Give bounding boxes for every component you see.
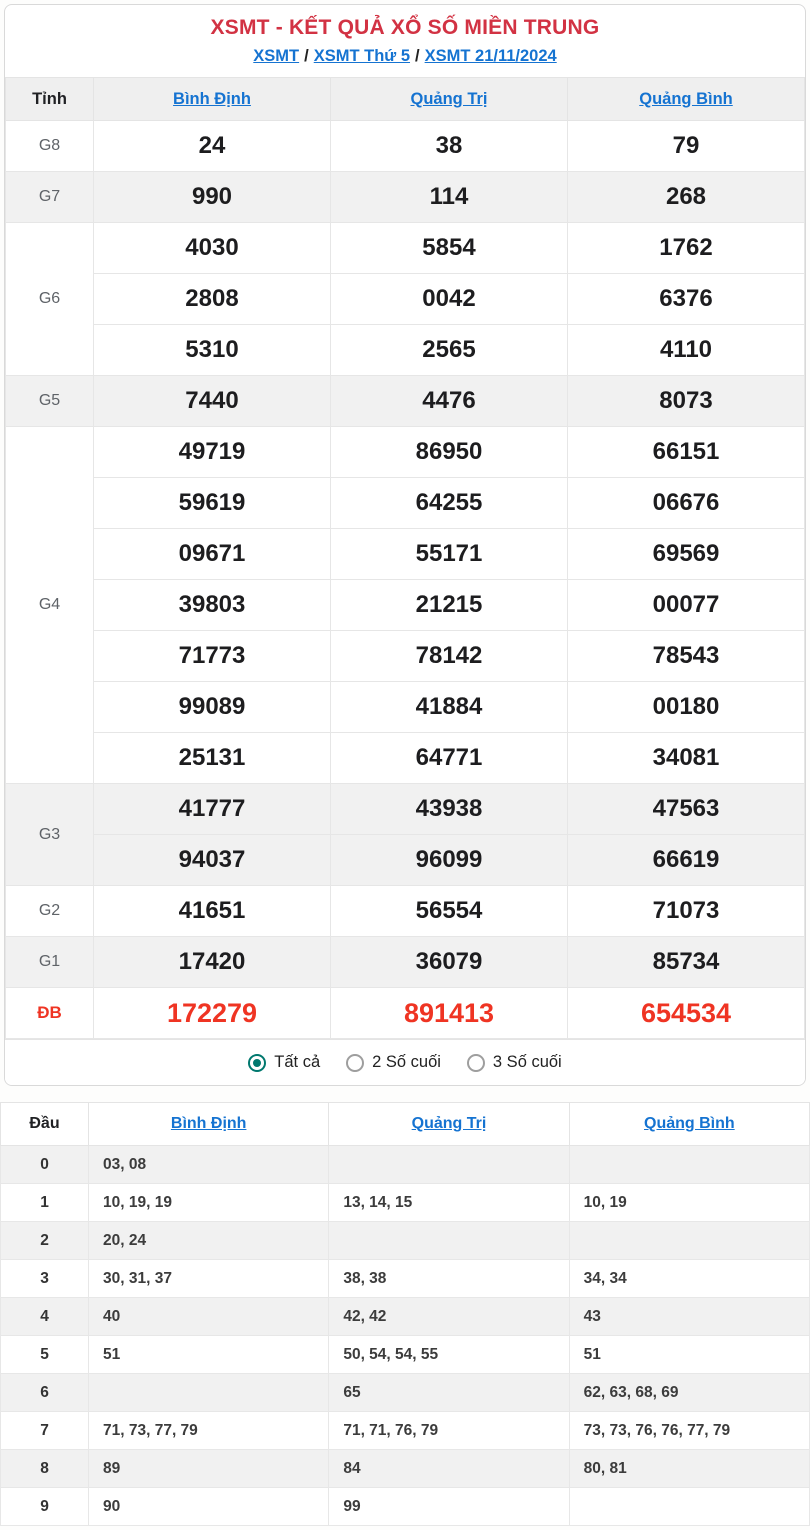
head-digit-table bbox=[0, 1102, 810, 1526]
head-digit-values: 51 bbox=[89, 1336, 329, 1374]
head-digit-label: 2 bbox=[1, 1222, 89, 1260]
prize-row bbox=[6, 631, 805, 682]
head-digit-values: 20, 24 bbox=[89, 1222, 329, 1260]
head-digit-label: 4 bbox=[1, 1298, 89, 1336]
head-digit-values: 43 bbox=[569, 1298, 809, 1336]
result-number: 71073 bbox=[568, 886, 805, 937]
prize-label: G8 bbox=[6, 121, 94, 172]
head-digit-label: 5 bbox=[1, 1336, 89, 1374]
result-number: 43938 bbox=[331, 784, 568, 835]
head-table-header-row bbox=[1, 1103, 810, 1146]
prize-row bbox=[6, 427, 805, 478]
result-number: 59619 bbox=[94, 478, 331, 529]
result-number: 2565 bbox=[331, 325, 568, 376]
head-digit-values: 10, 19, 19 bbox=[89, 1184, 329, 1222]
prize-label: ĐB bbox=[6, 988, 94, 1039]
result-number: 17420 bbox=[94, 937, 331, 988]
filter-option-label: Tất cả bbox=[274, 1053, 321, 1071]
result-number: 5310 bbox=[94, 325, 331, 376]
result-number: 09671 bbox=[94, 529, 331, 580]
results-table bbox=[5, 77, 805, 1039]
column-header-quang-tri bbox=[329, 1103, 569, 1146]
head-digit-values: 80, 81 bbox=[569, 1450, 809, 1488]
result-number: 41777 bbox=[94, 784, 331, 835]
filter-option-2[interactable] bbox=[467, 1053, 562, 1072]
head-digit-values: 65 bbox=[329, 1374, 569, 1412]
head-digit-row bbox=[1, 1260, 810, 1298]
prize-label: G6 bbox=[6, 223, 94, 376]
head-digit-values bbox=[569, 1146, 809, 1184]
head-digit-values bbox=[569, 1488, 809, 1526]
results-header-row bbox=[6, 78, 805, 121]
prize-row bbox=[6, 172, 805, 223]
head-digit-values: 40 bbox=[89, 1298, 329, 1336]
result-number: 4110 bbox=[568, 325, 805, 376]
head-digit-values: 34, 34 bbox=[569, 1260, 809, 1298]
head-digit-label: 3 bbox=[1, 1260, 89, 1298]
head-digit-section bbox=[0, 1102, 810, 1526]
prize-row bbox=[6, 376, 805, 427]
result-number: 00180 bbox=[568, 682, 805, 733]
head-digit-values bbox=[329, 1222, 569, 1260]
head-digit-values: 90 bbox=[89, 1488, 329, 1526]
head-digit-row bbox=[1, 1222, 810, 1260]
head-digit-values: 99 bbox=[329, 1488, 569, 1526]
head-digit-row bbox=[1, 1336, 810, 1374]
head-digit-values: 10, 19 bbox=[569, 1184, 809, 1222]
head-digit-values: 42, 42 bbox=[329, 1298, 569, 1336]
prize-row bbox=[6, 784, 805, 835]
result-number: 654534 bbox=[568, 988, 805, 1039]
prize-label: G5 bbox=[6, 376, 94, 427]
prize-row bbox=[6, 223, 805, 274]
page-title: XSMT - KẾT QUẢ XỔ SỐ MIỀN TRUNG bbox=[210, 16, 600, 39]
result-number: 0042 bbox=[331, 274, 568, 325]
filter-option-label: 2 Số cuối bbox=[372, 1053, 441, 1071]
province-link-quang-tri[interactable]: Quảng Trị bbox=[410, 89, 488, 108]
head-digit-row bbox=[1, 1184, 810, 1222]
prize-row bbox=[6, 325, 805, 376]
result-number: 49719 bbox=[94, 427, 331, 478]
province-link-binh-dinh[interactable]: Bình Định bbox=[173, 89, 251, 108]
result-number: 47563 bbox=[568, 784, 805, 835]
head-digit-label: 7 bbox=[1, 1412, 89, 1450]
head-digit-values bbox=[569, 1222, 809, 1260]
result-number: 69569 bbox=[568, 529, 805, 580]
head-digit-values: 62, 63, 68, 69 bbox=[569, 1374, 809, 1412]
result-number: 85734 bbox=[568, 937, 805, 988]
result-number: 96099 bbox=[331, 835, 568, 886]
head-digit-values: 89 bbox=[89, 1450, 329, 1488]
prize-label: G1 bbox=[6, 937, 94, 988]
result-number: 6376 bbox=[568, 274, 805, 325]
head-digit-values: 03, 08 bbox=[89, 1146, 329, 1184]
filter-option-0[interactable] bbox=[248, 1053, 320, 1072]
result-number: 4030 bbox=[94, 223, 331, 274]
column-header-dau: Đầu bbox=[1, 1103, 89, 1146]
prize-row bbox=[6, 274, 805, 325]
result-number: 79 bbox=[568, 121, 805, 172]
head-digit-label: 1 bbox=[1, 1184, 89, 1222]
head-digit-values bbox=[329, 1146, 569, 1184]
result-number: 36079 bbox=[331, 937, 568, 988]
head-digit-row bbox=[1, 1412, 810, 1450]
breadcrumb-link-date[interactable]: XSMT 21/11/2024 bbox=[424, 47, 557, 65]
head-digit-row bbox=[1, 1298, 810, 1336]
result-number: 99089 bbox=[94, 682, 331, 733]
radio-unselected-icon[interactable] bbox=[467, 1054, 485, 1072]
prize-row bbox=[6, 529, 805, 580]
breadcrumb-link-xsmt[interactable]: XSMT bbox=[253, 47, 300, 65]
head-digit-values: 51 bbox=[569, 1336, 809, 1374]
result-number: 94037 bbox=[94, 835, 331, 886]
result-number: 78142 bbox=[331, 631, 568, 682]
prize-label: G3 bbox=[6, 784, 94, 886]
result-number: 25131 bbox=[94, 733, 331, 784]
head-digit-label: 8 bbox=[1, 1450, 89, 1488]
result-number: 06676 bbox=[568, 478, 805, 529]
head-digit-row bbox=[1, 1450, 810, 1488]
prize-row bbox=[6, 937, 805, 988]
head-digit-label: 9 bbox=[1, 1488, 89, 1526]
column-header-binh-dinh bbox=[94, 78, 331, 121]
results-card bbox=[4, 4, 806, 1086]
result-number: 78543 bbox=[568, 631, 805, 682]
province-link-quang-tri[interactable]: Quảng Trị bbox=[411, 1115, 487, 1132]
head-digit-label: 0 bbox=[1, 1146, 89, 1184]
prize-label: G4 bbox=[6, 427, 94, 784]
prize-row bbox=[6, 733, 805, 784]
head-digit-row bbox=[1, 1488, 810, 1526]
head-digit-row bbox=[1, 1374, 810, 1412]
result-number: 2808 bbox=[94, 274, 331, 325]
prize-row bbox=[6, 121, 805, 172]
result-number: 4476 bbox=[331, 376, 568, 427]
result-number: 268 bbox=[568, 172, 805, 223]
card-header bbox=[5, 5, 805, 66]
column-header-binh-dinh bbox=[89, 1103, 329, 1146]
breadcrumb-link-weekday[interactable]: XSMT Thứ 5 bbox=[313, 47, 411, 65]
breadcrumb-separator: / bbox=[304, 47, 309, 65]
digit-filter bbox=[5, 1039, 805, 1085]
result-number: 71773 bbox=[94, 631, 331, 682]
result-number: 172279 bbox=[94, 988, 331, 1039]
result-number: 34081 bbox=[568, 733, 805, 784]
column-header-quang-binh bbox=[568, 78, 805, 121]
result-number: 66619 bbox=[568, 835, 805, 886]
result-number: 8073 bbox=[568, 376, 805, 427]
head-digit-values: 30, 31, 37 bbox=[89, 1260, 329, 1298]
head-digit-label: 6 bbox=[1, 1374, 89, 1412]
result-number: 891413 bbox=[331, 988, 568, 1039]
prize-label: G2 bbox=[6, 886, 94, 937]
result-number: 39803 bbox=[94, 580, 331, 631]
prize-row bbox=[6, 886, 805, 937]
prize-row bbox=[6, 478, 805, 529]
head-digit-values: 73, 73, 76, 76, 77, 79 bbox=[569, 1412, 809, 1450]
result-number: 990 bbox=[94, 172, 331, 223]
province-link-binh-dinh[interactable]: Bình Định bbox=[170, 1115, 247, 1132]
result-number: 114 bbox=[331, 172, 568, 223]
result-number: 7440 bbox=[94, 376, 331, 427]
result-number: 86950 bbox=[331, 427, 568, 478]
prize-row bbox=[6, 682, 805, 733]
column-header-quang-binh bbox=[569, 1103, 809, 1146]
head-digit-values: 84 bbox=[329, 1450, 569, 1488]
result-number: 5854 bbox=[331, 223, 568, 274]
head-digit-values bbox=[89, 1374, 329, 1412]
result-number: 1762 bbox=[568, 223, 805, 274]
result-number: 55171 bbox=[331, 529, 568, 580]
column-header-quang-tri bbox=[331, 78, 568, 121]
radio-unselected-icon[interactable] bbox=[346, 1054, 364, 1072]
result-number: 00077 bbox=[568, 580, 805, 631]
prize-row bbox=[6, 835, 805, 886]
result-number: 64255 bbox=[331, 478, 568, 529]
head-digit-row bbox=[1, 1146, 810, 1184]
result-number: 64771 bbox=[331, 733, 568, 784]
result-number: 21215 bbox=[331, 580, 568, 631]
result-number: 66151 bbox=[568, 427, 805, 478]
prize-row bbox=[6, 580, 805, 631]
column-header-province: Tỉnh bbox=[6, 78, 94, 121]
radio-selected-icon[interactable] bbox=[248, 1054, 266, 1072]
prize-label: G7 bbox=[6, 172, 94, 223]
result-number: 38 bbox=[331, 121, 568, 172]
result-number: 56554 bbox=[331, 886, 568, 937]
filter-option-1[interactable] bbox=[346, 1053, 441, 1072]
head-digit-values: 13, 14, 15 bbox=[329, 1184, 569, 1222]
head-digit-values: 71, 73, 77, 79 bbox=[89, 1412, 329, 1450]
province-link-quang-binh[interactable]: Quảng Bình bbox=[639, 89, 733, 108]
breadcrumb-separator: / bbox=[415, 47, 420, 65]
head-digit-values: 71, 71, 76, 79 bbox=[329, 1412, 569, 1450]
filter-option-label: 3 Số cuối bbox=[492, 1053, 562, 1071]
result-number: 41884 bbox=[331, 682, 568, 733]
result-number: 41651 bbox=[94, 886, 331, 937]
breadcrumb bbox=[5, 47, 805, 66]
head-digit-values: 50, 54, 54, 55 bbox=[329, 1336, 569, 1374]
prize-row bbox=[6, 988, 805, 1039]
province-link-quang-binh[interactable]: Quảng Bình bbox=[644, 1115, 735, 1132]
head-digit-values: 38, 38 bbox=[329, 1260, 569, 1298]
result-number: 24 bbox=[94, 121, 331, 172]
